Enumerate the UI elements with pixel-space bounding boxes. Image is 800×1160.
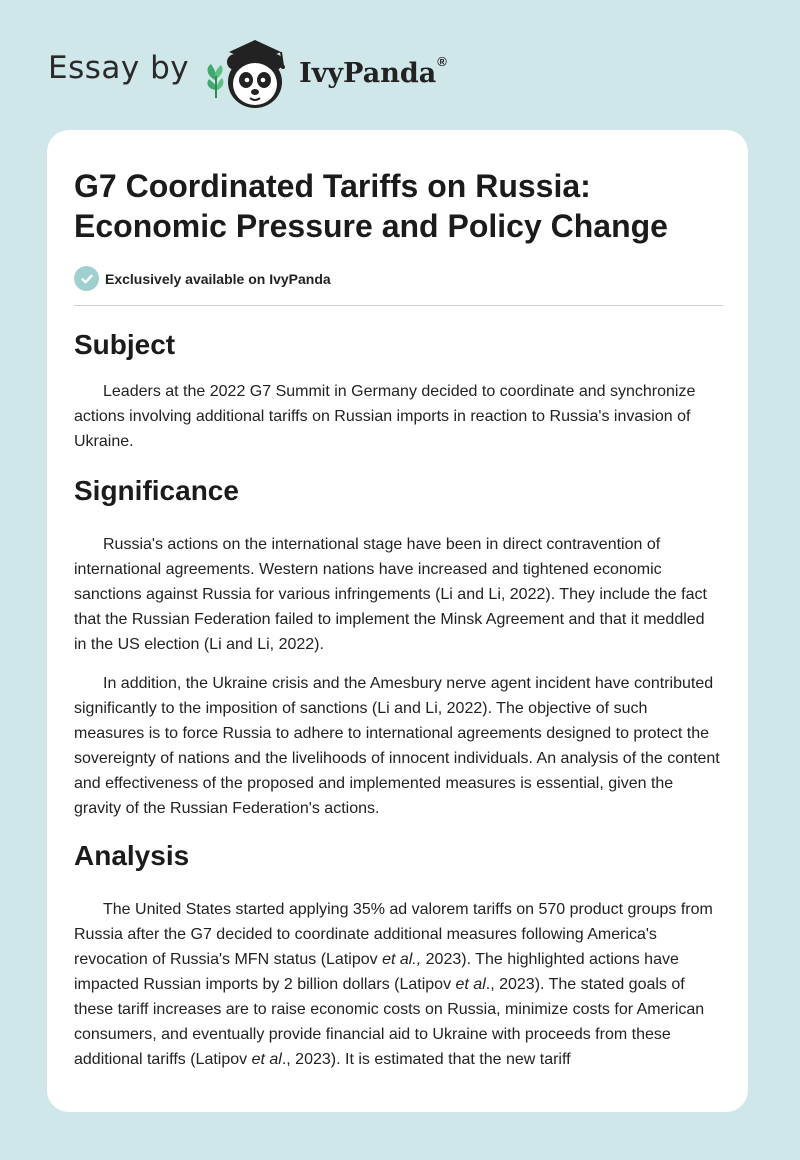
citation-et-al: et al., [382,951,422,968]
divider [74,305,723,306]
significance-paragraph-2: In addition, the Ukraine crisis and the Amesbury nerve agent incident have contributed significantly to the imposition of sanctions (Li and Li, 2022). The objective of such measures is to force Russia to adhere to international agreements designed to protect the sovereignty of nations and the livelihoods of innocent individuals. An analysis of the content and effectiveness of the proposed and implemented measures is essential, given the gravity of the Russian Federation's actions. [74,675,720,817]
essay-title [74,166,721,246]
registered-mark: ® [437,53,447,69]
panda-logo-icon [201,32,295,112]
analysis-text-2: 2023). The highlighted actions have impacted Russian imports by 2 billion dollars (Latipov [74,951,679,993]
essay-card [47,130,748,1112]
citation-et-al: et al [251,1051,282,1068]
analysis-paragraph [74,897,721,1072]
section-heading-subject: Subject [74,329,176,360]
subject-paragraph: Leaders at the 2022 G7 Summit in Germany decided to coordinate and synchronize actions involving additional tariffs on Russian imports in reaction to Russia's invasion of Ukraine. [74,383,696,450]
section-heading-analysis: Analysis [74,840,190,871]
citation-et-al: et al [455,976,486,993]
brand-name [299,53,447,89]
analysis-text-4: ., 2023). It is estimated that the new tariff [281,1051,571,1068]
section-heading-significance: Significance [74,475,239,506]
essay-title-line2: Economic Pressure and Policy Change [74,208,668,244]
analysis-text-3: ., 2023). The stated goals of these tariff increases are to raise economic costs on Russia, minimize costs for American consumers, and eventually provide financial aid to Ukraine with proceeds from these additional tariffs (Latipov [74,976,705,1068]
brand-header [48,32,447,112]
essay-title-line1: G7 Coordinated Tariffs on Russia: [74,168,591,204]
significance-paragraph-1: Russia's actions on the international stage have been in direct contravention of international agreements. Western nations have increased and tightened economic sanctions against Russia for various infringements (Li and Li, 2022). They include the fact that the Russian Federation failed to implement the Minsk Agreement and that it meddled in the US election (Li and Li, 2022). [74,536,707,653]
check-icon [74,266,99,291]
exclusive-badge-label: Exclusively available on IvyPanda [105,270,331,287]
exclusive-badge [74,266,721,291]
analysis-text-1: The United States started applying 35% ad valorem tariffs on 570 product groups from Russia after the G7 decided to coordinate additional measures following America's revocation of Russia's MFN status (Latipov [74,901,713,968]
brand-prefix: Essay by [48,50,190,86]
brand-name-text: IvyPanda [299,57,437,89]
